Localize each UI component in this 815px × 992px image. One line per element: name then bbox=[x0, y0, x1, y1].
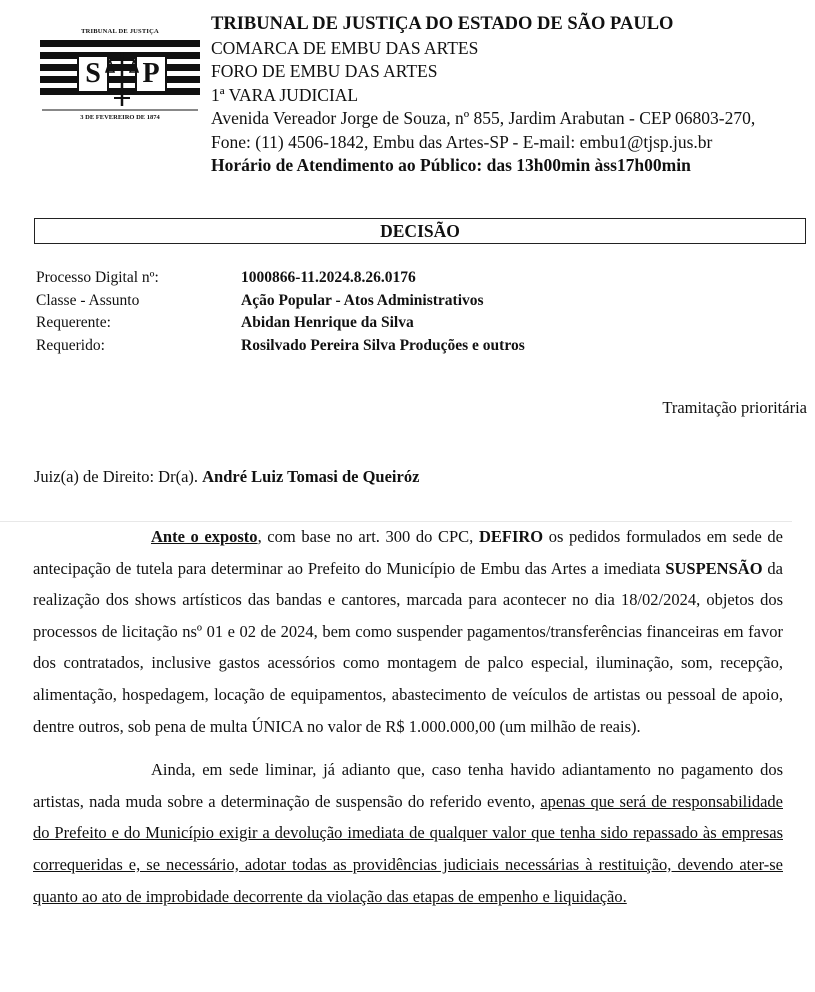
case-info-value: Abidan Henrique da Silva bbox=[241, 314, 414, 332]
case-info-label: Requerido: bbox=[36, 337, 105, 355]
priority-note: Tramitação prioritária bbox=[662, 398, 807, 417]
court-seal-logo bbox=[36, 28, 204, 126]
paragraph-text: os pedidos formulados em sede de antecipação de tutela para determinar ao Prefeito do Município de Embu das Artes a imediata bbox=[33, 527, 784, 578]
seal-letter-p: P bbox=[142, 58, 160, 89]
case-info-row bbox=[36, 290, 596, 313]
address-text: Avenida Vereador Jorge de Souza, nº 855, Jardim Arabutan - CEP 06803-270, Fone: (11) 4506-1842, Embu das Artes-SP - E-mail: embu1@tjsp.jus.br bbox=[211, 108, 756, 152]
judge-prefix: Juiz(a) de Direito: Dr(a). bbox=[34, 467, 203, 486]
case-info-value: 1000866-11.2024.8.26.0176 bbox=[241, 269, 416, 286]
document-title: DECISÃO bbox=[34, 218, 806, 244]
case-info-label: Classe - Assunto bbox=[36, 291, 140, 309]
paragraph-text: da realização dos shows artísticos das bandas e cantores, marcada para acontecer no dia 18/02/2024, objetos dos processos de licitação nsº 01 e 02 de 2024, bem como suspender pagamentos/transferências financeiras em favor dos contratados, inclusive gastos acessórios como montagem de palco especial, iluminação, som, recepção, alimentação, hospedagem, locação de equipamentos, abastecimento de veículos de artistas ou pessoal de apoio, dentre outros, sob pena de multa ÚNICA no valor de R$ 1.000.000,00 (um milhão de reais). bbox=[33, 558, 783, 736]
defiro-word: DEFIRO bbox=[478, 527, 544, 546]
vara-line: 1ª VARA JUDICIAL bbox=[211, 84, 359, 105]
underlined-text: apenas que será de responsabilidade do Prefeito e do Município exigir a devolução imediata de qualquer valor que tenha sido repassado às empresas correqueridas e, se necessário, adotar todas as providências judiciais necessárias à restituição, devendo ater-se quanto ao ato de improbidade decorrente da violação das etapas de empenho e liquidação. bbox=[33, 791, 783, 906]
seal-letter-s: S bbox=[85, 58, 101, 89]
suspensao-word: SUSPENSÃO bbox=[665, 558, 763, 578]
seal-emblem-icon bbox=[36, 28, 204, 126]
paragraph-liminar bbox=[33, 754, 783, 912]
decision-body bbox=[33, 521, 783, 912]
case-info-value: Ação Popular - Atos Administrativos bbox=[241, 291, 484, 309]
foro-line: FORO DE EMBU DAS ARTES bbox=[211, 61, 438, 81]
seal-bottom-text: 3 DE FEVEREIRO DE 1874 bbox=[80, 114, 160, 121]
office-hours: Horário de Atendimento ao Público: das 13h00min àss17h00min bbox=[211, 155, 691, 175]
case-info-row bbox=[36, 267, 596, 290]
seal-top-text: TRIBUNAL DE JUSTIÇA bbox=[81, 28, 159, 35]
court-header bbox=[211, 13, 771, 178]
ante-o-exposto: Ante o exposto bbox=[151, 527, 258, 546]
case-info-label: Processo Digital nº: bbox=[36, 269, 159, 286]
case-info-label: Requerente: bbox=[36, 314, 111, 332]
case-info-table bbox=[36, 267, 596, 358]
case-info-value: Rosilvado Pereira Silva Produções e outros bbox=[241, 337, 525, 355]
case-info-row bbox=[36, 335, 596, 358]
judge-name: André Luiz Tomasi de Queiróz bbox=[202, 467, 420, 486]
case-info-row bbox=[36, 312, 596, 335]
paragraph-ruling bbox=[33, 521, 783, 742]
judge-line bbox=[34, 467, 419, 487]
court-name: TRIBUNAL DE JUSTIÇA DO ESTADO DE SÃO PAULO bbox=[211, 14, 674, 34]
paragraph-text: Ainda, em sede liminar, já adianto que, caso tenha havido adiantamento no pagamento dos artistas, nada muda sobre a determinação de suspensão do referido evento, bbox=[33, 760, 783, 811]
comarca-line: COMARCA DE EMBU DAS ARTES bbox=[211, 37, 479, 58]
paragraph-text: , com base no art. 300 do CPC, bbox=[257, 527, 479, 546]
